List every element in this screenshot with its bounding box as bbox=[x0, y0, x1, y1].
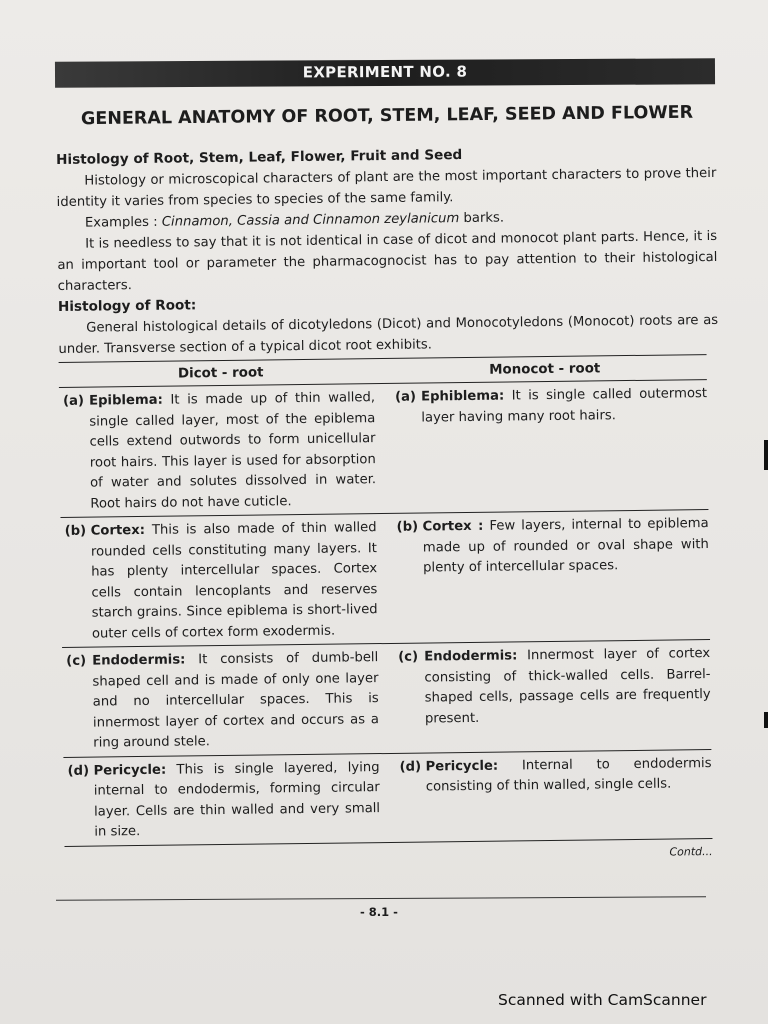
item-label: (a) bbox=[394, 389, 417, 405]
section-heading-histology: Histology of Root, Stem, Leaf, Flower, Fruit and Seed bbox=[56, 147, 463, 168]
item-text bbox=[421, 384, 708, 510]
dicot-cell bbox=[62, 648, 391, 754]
examples-species: Cinnamon, Cassia and Cinnamon zeylanicum bbox=[161, 211, 460, 230]
root-comparison-table bbox=[59, 354, 713, 846]
page-number: - 8.1 - bbox=[360, 905, 398, 919]
item-term: Pericycle: bbox=[425, 758, 499, 775]
table-row bbox=[60, 510, 710, 648]
item-description: This is single layered, lying internal to endodermis, forming circular layer. Cells are thin walled and very small in size. bbox=[93, 759, 381, 840]
item-term: Pericycle: bbox=[93, 762, 167, 779]
item-term: Ephiblema: bbox=[420, 388, 505, 405]
dicot-cell bbox=[61, 518, 390, 645]
item-description: Few layers, internal to epiblema made up of rounded or oval shape with plenty of intercellular spaces. bbox=[422, 516, 709, 576]
dicot-cell bbox=[59, 388, 388, 515]
item-description: It consists of dumb-bell shaped cell and is made of only one layer and no intercellular spaces. This is innermost layer of cortex and occurs as a ring around stele. bbox=[92, 650, 380, 751]
item-text bbox=[424, 644, 711, 750]
paragraph-root-intro: General histological details of dicotyledons (Dicot) and Monocotyledons (Monocot) roots are as under. Transverse section of a typical dicot root exhibits. bbox=[58, 312, 719, 357]
item-description: This is also made of thin walled rounded cells constituting many layers. It has plenty intercellular spaces. Cortex cells contain lencoplants and reserves starch grains. Since epiblema is short-lived outer cells of cortex form exodermis. bbox=[90, 520, 378, 642]
item-text bbox=[91, 518, 378, 644]
scan-edge-mark bbox=[764, 712, 768, 728]
column-header-dicot: Dicot - root bbox=[177, 364, 264, 382]
item-text bbox=[93, 758, 380, 843]
experiment-number: EXPERIMENT NO. 8 bbox=[302, 62, 468, 82]
scan-edge-mark bbox=[764, 440, 768, 470]
monocot-cell bbox=[390, 644, 711, 750]
item-term: Cortex : bbox=[422, 518, 484, 535]
table-row bbox=[63, 750, 712, 847]
continued-note: Contd... bbox=[669, 844, 713, 859]
table-row bbox=[62, 640, 711, 757]
item-label: (d) bbox=[399, 759, 422, 775]
monocot-cell bbox=[387, 384, 708, 511]
dicot-cell bbox=[63, 757, 392, 843]
item-description: Innermost layer of cortex consisting of thick-walled cells. Barrel-shaped cells, passage cells are frequently present. bbox=[424, 646, 711, 727]
item-text bbox=[423, 514, 710, 640]
page-title: GENERAL ANATOMY OF ROOT, STEM, LEAF, SEED AND FLOWER bbox=[80, 102, 694, 130]
item-text bbox=[92, 648, 379, 754]
footer-divider bbox=[56, 896, 706, 900]
monocot-cell bbox=[389, 514, 710, 641]
table-row bbox=[59, 380, 709, 518]
experiment-header-bar bbox=[55, 58, 715, 87]
item-label: (b) bbox=[64, 523, 87, 539]
monocot-cell bbox=[391, 754, 712, 840]
item-term: Epiblema: bbox=[88, 392, 163, 409]
examples-suffix: barks. bbox=[459, 210, 505, 227]
item-description: Internal to endodermis consisting of thin walled, single cells. bbox=[425, 755, 712, 795]
paragraph-histology-intro: Histology or microscopical characters of plant are the most important characters to prove their identity it varies from species to species of the same family. bbox=[56, 165, 717, 210]
item-text bbox=[425, 754, 712, 839]
item-label: (c) bbox=[66, 653, 87, 669]
item-label: (d) bbox=[67, 763, 90, 779]
item-label: (b) bbox=[396, 519, 419, 535]
item-label: (c) bbox=[398, 649, 419, 665]
item-term: Cortex: bbox=[90, 522, 146, 539]
document-body bbox=[56, 142, 725, 870]
item-text bbox=[89, 388, 376, 514]
column-header-monocot: Monocot - root bbox=[489, 360, 601, 378]
item-term: Endodermis: bbox=[424, 648, 518, 665]
item-description: It is single called outermost layer having many root hairs. bbox=[421, 386, 708, 426]
item-description: It is made up of thin walled, single called layer, most of the epiblema cells extend outwords to form unicellular root hairs. This layer is used for absorption of water and solutes dissolved in water. Root hairs do not have cuticle. bbox=[89, 390, 377, 512]
examples-prefix: Examples : bbox=[84, 214, 162, 231]
scanner-watermark: Scanned with CamScanner bbox=[498, 991, 707, 1009]
section-heading-root: Histology of Root: bbox=[57, 297, 197, 315]
item-label: (a) bbox=[62, 393, 85, 409]
item-term: Endodermis: bbox=[92, 652, 186, 669]
paragraph-dicot-monocot: It is needless to say that it is not identical in case of dicot and monocot plant parts. Hence, it is an important tool or parameter the pharmacognocist has to pay attention to their histological characters. bbox=[57, 228, 718, 294]
